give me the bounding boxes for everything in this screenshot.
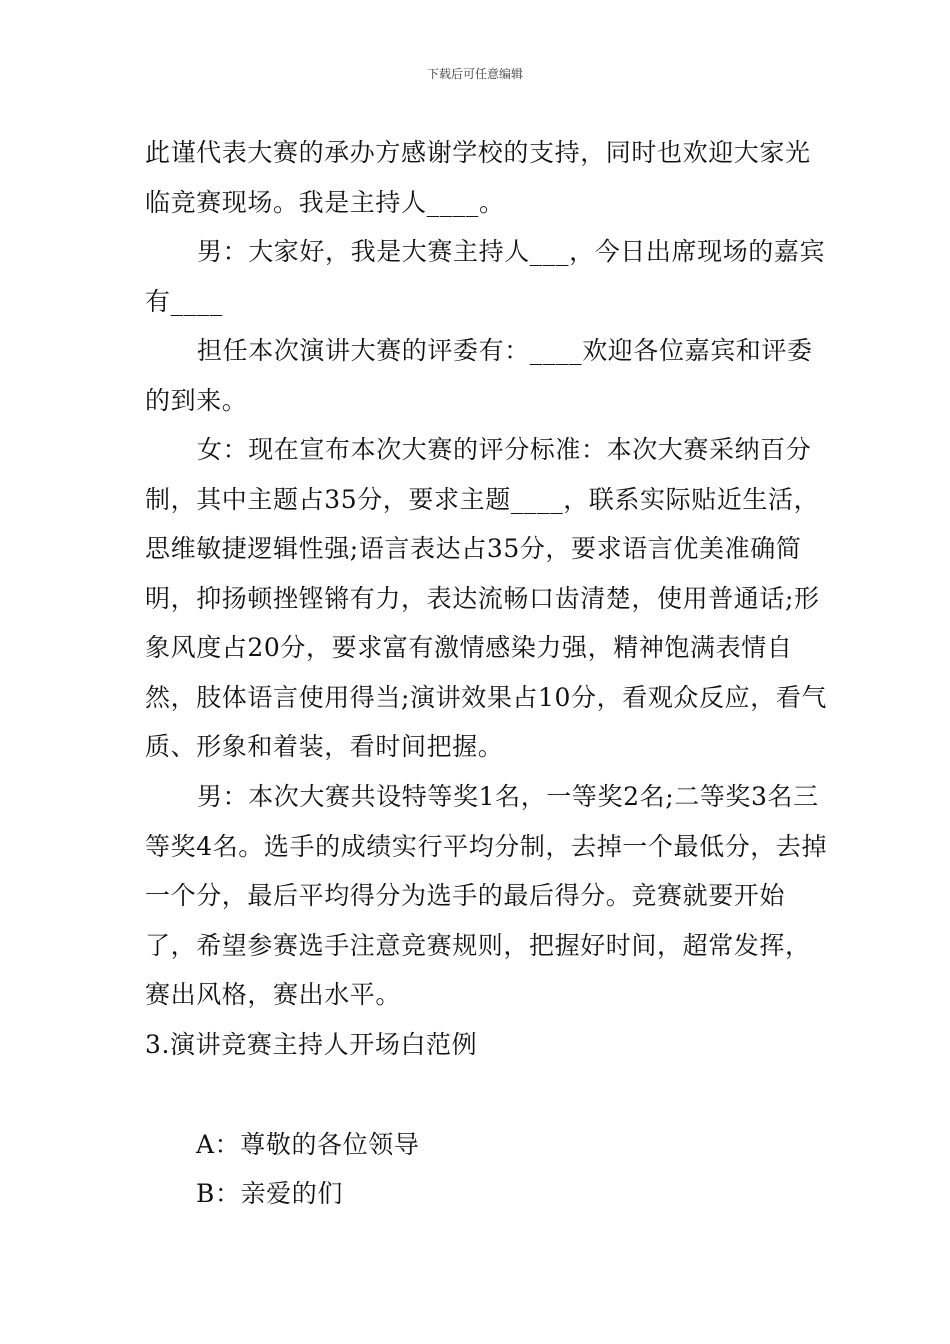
list-item: A：尊敬的各位领导 xyxy=(196,1130,420,1159)
paragraph-scoring: 女：现在宣布本次大赛的评分标准：本次大赛采纳百分制，其中主题占35分，要求主题____，联系实际贴近生活，思维敏捷逻辑性强;语言表达占35分，要求语言优美准确简明，抑扬顿挫铿锵有力，表达流畅口齿清楚，使用普通话;形象风度占20分，要求富有激情感染力强，精神饱满表情自然，肢体语言使用得当;演讲效果占10分，看观众反应，看气质、形象和着装，看时间把握。 xyxy=(145,435,828,761)
page-header: 下载后可任意编辑 xyxy=(426,67,523,81)
paragraph-male-guests: 男：大家好，我是大赛主持人___，今日出席现场的嘉宾有____ xyxy=(145,237,826,316)
paragraph-intro: 此谨代表大赛的承办方感谢学校的支持，同时也欢迎大家光临竞赛现场。我是主持人____。 xyxy=(145,138,811,217)
section-heading: 3.演讲竞赛主持人开场白范例 xyxy=(145,1030,478,1059)
paragraph-awards: 男：本次大赛共设特等奖1名，一等奖2名;二等奖3名三等奖4名。选手的成绩实行平均分制，去掉一个最低分，去掉一个分，最后平均得分为选手的最后得分。竞赛就要开始了，希望参赛选手注意竞赛规则，把握好时间，超常发挥，赛出风格，赛出水平。 xyxy=(145,782,828,1009)
list-item: B：亲爱的们 xyxy=(196,1179,343,1208)
paragraph-judges: 担任本次演讲大赛的评委有：____欢迎各位嘉宾和评委的到来。 xyxy=(145,336,813,415)
